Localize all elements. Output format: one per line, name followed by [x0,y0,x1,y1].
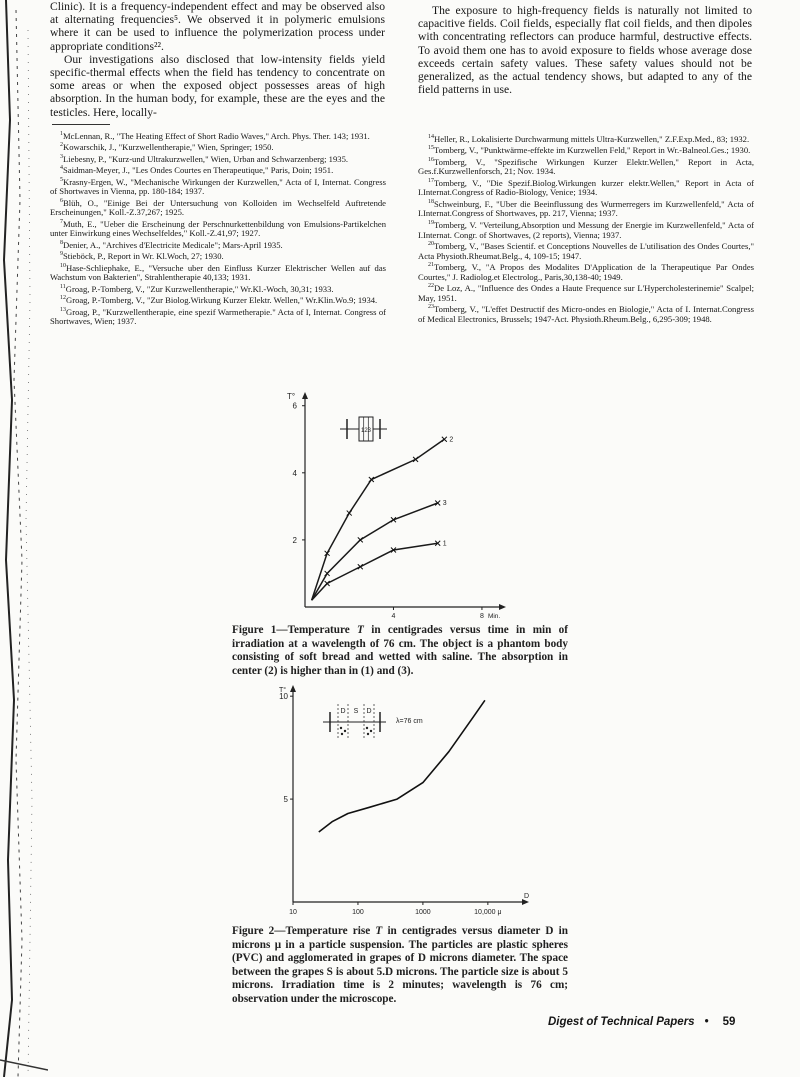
fig1-x-tick-label: 4 [391,613,396,620]
reference-text: Groag, P., "Kurzwellentherapie, eine spezif Warmetherapie." Acta of I, Internat. Congress of Shortwaves, Wien; 1937. [50,306,386,327]
reference-text: Heller, R., Lokalisierte Durchwarmung mittels Ultra-Kurzwellen," Z.F.Exp.Med., 83; 1932. [434,133,750,144]
fig1-data-point [442,437,447,442]
reference-text: De Loz, A., "Influence des Ondes a Haute Frequence sur L'Hypercholesterinemie" Scalpel; May, 1951. [418,283,754,303]
fig1-series-line-1 [312,543,438,600]
reference-text: Liebesny, P., "Kurz-und Ultrakurzwellen," Wien, Urban and Schwarzenberg; 1935. [63,153,349,164]
reference-item [50,176,386,197]
fig1-data-point [358,537,363,542]
fig2-inset-diagram [323,704,423,740]
reference-item [50,250,386,261]
fig1-inset-diagram [340,417,387,441]
reference-number: 3 [60,153,63,160]
reference-text: Groag, P.-Tomberg, V., "Zur Biolog.Wirkung Kurzer Elektr. Wellen," Wr.Klin.Wo.9; 1934. [66,295,378,306]
right-column [418,4,752,96]
reference-number: 16 [428,156,434,163]
reference-text: Muth, E., "Ueber die Erscheinung der Perschnurkettenbildung von Emulsions-Partikelchen unter Einwirkung eines Wechselfeldes," Koll.-Z.41,97; 1927. [50,218,386,239]
fig2-x-tick-label: 1000 [415,909,431,916]
fig1-caption-rest: in centigrades versus time in min of irradiation at a wavelength of 76 cm. The object is a phantom body consisting of soft bread and wetted with saline. The absorption in center (2) is higher than in (1) and (3). [232,624,568,677]
fig2-y-axis-label: T° [279,687,287,694]
reference-number: 22 [428,283,434,290]
journal-name: Digest of Technical Papers [548,1016,695,1028]
reference-number: 11 [60,283,66,290]
figure-2-caption [232,925,568,1007]
reference-number: 7 [60,218,63,225]
reference-number: 12 [60,295,66,302]
fig1-data-point [325,571,330,576]
reference-item [50,130,386,141]
fig1-x-axis-arrow [499,604,506,610]
reference-item [50,262,386,283]
fig2-inset-label-d1: D [340,708,346,715]
reference-item [50,164,386,175]
reference-item [418,144,754,155]
reference-text: McLennan, R., "The Heating Effect of Short Radio Waves," Arch. Phys. Ther. 143; 1931. [63,130,370,141]
reference-item [418,240,754,261]
fig1-y-tick-label: 2 [292,535,297,545]
reference-number: 4 [60,165,63,172]
figure-2-chart [268,682,538,922]
fig2-inset-label-s: S [353,708,359,715]
fig1-data-point [358,564,363,569]
right-paragraph-1: The exposure to high-frequency fields is naturally not limited to capacitive fields. Coil fields, especially flat coil fields, and then dipoles with concentrating reflectors can produce harmful, destructive effects. To avoid them one has to avoid exposure to fields whose average dose exceeds certain safety values. These safety values should not be generalized, as the actual tendency shows, but adapted to any of the field patterns in use. [418,4,752,97]
reference-text: Tomberg, V., "A Propos des Modalites D'Application de la Therapeutique Par Ondes Courtes," J. Radiolog.et Electrolog., Paris,30,138-40; 1949. [418,262,754,282]
reference-item [418,219,754,240]
fig1-data-point [347,511,352,516]
reference-item [50,239,386,250]
fig1-y-axis-label: T° [287,392,296,401]
reference-text: Tomberg, V., "Die Spezif.Biolog.Wirkungen kurzer elektr.Wellen," Report in Acta of I.Internat.Congress of Radio-Biology, Venice; 1934. [418,177,754,198]
fig2-x-tick-label: 10 [289,909,297,916]
reference-item [50,294,386,305]
fig2-inset-label-d2: D [366,708,372,715]
fig1-data-point [325,581,330,586]
figure-1-chart [255,387,520,622]
reference-item [418,156,754,177]
reference-number: 5 [60,176,63,183]
fig2-caption-symbol: T [375,925,383,937]
fig2-caption-lead: Figure 2—Temperature rise [232,925,376,937]
fig2-y-axis-arrow [290,685,296,692]
fig1-series-label: 1 [442,540,447,548]
left-paragraph-1: Clinic). It is a frequency-independent effect and may be observed also at alternating frequencies⁵. We observed it in polymeric emulsions where it can be used to influence the polymerization process under appropriate conditions²². [50,0,385,53]
fig1-caption-symbol: T [357,624,364,636]
reference-text: Krasny-Ergen, W., "Mechanische Wirkungen der Kurzwellen," Acta of I, Internat. Congress of Shortwaves in Vienna, pp. 180-184; 1937. [50,176,386,197]
reference-number: 18 [428,199,434,205]
fig2-y-tick-label: 10 [279,692,288,702]
reference-item [418,177,754,198]
reference-item [418,282,754,303]
fig1-inset-label: 123 [360,428,372,434]
reference-text: Kowarschik, J., "Kurzwellentherapie," Wien, Springer; 1950. [63,142,274,153]
reference-number: 10 [60,262,66,269]
fig2-x-tick-label: 10,000 μ [474,909,502,916]
fig1-y-axis-arrow [302,392,308,399]
reference-text: Tomberg, V., "Bases Scientif. et Conceptions Nouvelles de L'utilisation des Ondes Courtes," Acta Physioth.Rheumat.Belg., 4, 109-15; 1947. [418,240,754,261]
reference-item [50,153,386,164]
reference-number: 19 [428,220,434,227]
fig2-wavelength-annotation: λ=76 cm [396,718,423,725]
reference-item [418,261,754,282]
reference-number: 13 [60,306,66,313]
reference-text: Blüh, O., "Einige Bei der Untersuchung von Kolloiden im Wechselfeld Auftretende Erscheinungen," Koll.-Z.37,267; 1925. [50,197,386,218]
reference-text: Tomberg, V. "Verteilung,Absorption und Messung der Energie im Kurzwellenfeld," Acta of I.Internat. Congr. of Shortwaves, (2 reports), Vienna; 1937. [418,219,754,240]
reference-item [50,306,386,327]
fig1-y-tick-label: 4 [292,468,297,478]
footer-bullet: • [704,1016,709,1028]
fig1-series-label: 2 [449,436,454,444]
footnote-rule [52,124,110,125]
fig1-series-line-3 [312,503,438,600]
reference-text: Denier, A., "Archives d'Electricite Medicale"; Mars-April 1935. [63,239,283,250]
fig2-caption-rest: in centigrades versus diameter D in microns μ in a particle suspension. The particles are plastic spheres (PVC) and agglomerated in grapes of D microns diameter. The space between the grapes S is about 5.D microns. The particle size is about 5 microns. Irradiation time is 2 minutes; wavelength is 76 cm; observation under the microscope. [232,925,568,1005]
fig2-y-tick-label: 5 [283,795,288,805]
reference-number: 9 [60,251,63,258]
figure-1-caption [232,624,568,678]
fig1-series-line-2 [312,439,445,600]
reference-number: 2 [60,142,63,149]
page-footer [548,1016,735,1028]
reference-item [418,133,754,144]
reference-number: 8 [60,239,63,246]
reference-item [50,197,386,218]
reference-text: Tomberg, V., "Punktwärme-effekte im Kurzwellen Feld," Report in Wr.-Balneol.Ges.; 1930. [434,145,751,156]
page-number: 59 [722,1016,736,1028]
page-binding-edge [0,0,48,1077]
reference-text: Hase-Schliephake, E., "Versuche uber den Einfluss Kurzer Elektrischer Wellen auf das Wachstum von Bakterien", Strahlentherapie 40,133; 1931. [50,262,386,283]
references-left [50,130,386,327]
reference-text: Saidman-Meyer, J., "Les Ondes Courtes en Therapeutique," Paris, Doin; 1951. [63,165,334,176]
left-paragraph-2: Our investigations also disclosed that low-intensity fields yield specific-thermal effects when the field has tendency to concentrate on some areas or when the exposed object possesses areas of high absorption. In the human body, for example, these are the eyes and the testicles. Here, locally- [50,52,385,119]
fig1-caption-lead: Figure 1—Temperature [232,624,358,636]
reference-text: Stieböck, P., Report in Wr. Kl.Woch, 27; 1930. [63,251,224,262]
fig2-x-axis-label: D [524,893,530,900]
reference-number: 21 [428,262,434,269]
fig1-series-label: 3 [442,500,447,507]
fig1-x-tick-label: 8 [479,613,484,620]
reference-item [418,198,754,219]
reference-text: Tomberg, V., "Spezifische Wirkungen Kurzer Elektr.Wellen," Report in Acta, Ges.f.Kurzwellenforsch, 21; Nov. 1934. [418,156,754,177]
reference-number: 15 [428,145,434,152]
reference-number: 1 [60,131,63,137]
reference-number: 20 [428,241,434,248]
references-right [418,133,754,324]
reference-item [50,141,386,152]
reference-item [418,303,754,324]
left-column [50,0,385,119]
reference-number: 23 [428,304,434,311]
reference-item [50,218,386,239]
reference-text: Tomberg, V., "L'effet Destructif des Micro-ondes en Biologie," Acta of I. Internat.Congress of Medical Electronics, Brussels; 1947-Act. Physioth.Rheum.Belg., 6,295-309; 1948. [418,304,754,324]
reference-number: 6 [60,197,63,204]
reference-item [50,283,386,294]
fig1-x-axis-label: Min. [487,613,501,620]
fig1-y-tick-label: 6 [292,401,297,411]
reference-text: Schweinburg, F., "Uber die Beeinflussung des Wurmerregers im Kurzwellenfeld," Acta of I.Internat.Congress of Shortwaves, pp. 217, Vienna; 1937. [418,198,754,219]
reference-number: 17 [428,177,434,184]
reference-number: 14 [428,134,434,140]
reference-text: Groag, P.-Tomberg, V., "Zur Kurzwellentherapie," Wr.Kl.-Woch, 30,31; 1933. [65,283,334,294]
fig2-x-tick-label: 100 [352,909,364,916]
